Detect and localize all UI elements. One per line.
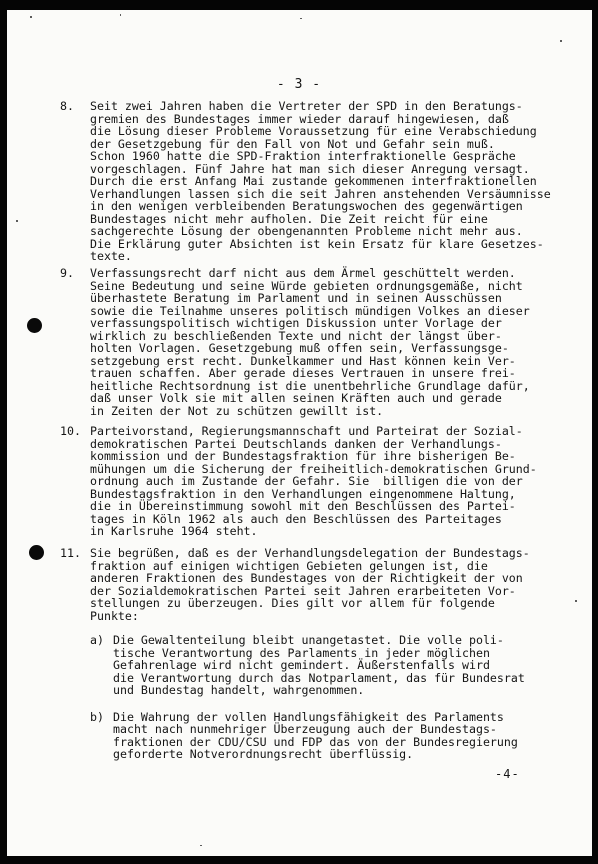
text-line: fraktion auf einigen wichtigen Gebieten gelungen ist, die	[90, 558, 488, 573]
text-line: Parteivorstand, Regierungsmannschaft und Parteirat der Sozial-	[90, 424, 523, 438]
text-line: Verhandlungen lassen sich die seit Jahren anstehenden Versäumnisse	[90, 186, 551, 201]
scan-border-left	[0, 0, 7, 864]
punch-hole	[27, 318, 42, 333]
punch-hole	[29, 545, 44, 560]
text-line: gremien des Bundestages immer wieder darauf hingewiesen, daß	[90, 111, 509, 126]
text-line: Verfassungsrecht darf nicht aus dem Ärmel geschüttelt werden.	[90, 266, 516, 280]
scan-border-bottom	[0, 856, 598, 864]
section-11	[60, 547, 530, 761]
scan-speck	[120, 14, 121, 16]
scan-speck	[300, 18, 302, 19]
text-line: wirklich zu beschließenden Texte und nicht der längst über-	[90, 328, 502, 343]
scan-border-right	[592, 0, 598, 864]
subitem-b	[90, 711, 530, 761]
section-text	[90, 267, 530, 417]
section-number: 11.	[60, 546, 81, 560]
scan-speck	[560, 40, 562, 42]
text-line: die Lösung dieser Probleme Voraussetzung für eine Verabschiedung	[90, 124, 537, 138]
text-line: macht nach nunmehriger Überzeugung auch der Bundestags-	[113, 722, 497, 736]
text-line: Schon 1960 hatte die SPD-Fraktion interfraktionelle Gespräche	[90, 149, 516, 163]
text-line: und Bundestag handelt, wahrgenommen.	[113, 683, 365, 697]
text-line: Punkte:	[90, 608, 139, 623]
section-10	[60, 424, 537, 538]
next-page-marker: -4-	[495, 767, 520, 781]
section-8	[60, 99, 551, 263]
text-line: der Gesetzgebung für den Fall von Not und Gefahr sein muß.	[90, 136, 495, 151]
text-line: trauen schaffen. Aber gerade dieses Vertrauen in unsere frei-	[90, 366, 516, 380]
text-line: setzgebung erst recht. Dunkelkammer und Hast können kein Ver-	[90, 353, 516, 368]
page-number: - 3 -	[276, 77, 322, 92]
text-line: die in Übereinstimmung sowohl mit den Beschlüssen des Partei-	[90, 499, 516, 513]
scan-speck	[200, 845, 202, 846]
section-text	[90, 424, 537, 538]
text-line: tages in Köln 1962 als auch den Beschlüssen des Parteitages	[90, 511, 502, 526]
text-line: Durch die erst Anfang Mai zustande gekommenen interfraktionellen	[90, 174, 537, 188]
text-line: Die Erklärung guter Absichten ist kein Ersatz für klare Gesetzes-	[90, 236, 544, 251]
scan-speck	[16, 220, 18, 222]
text-line: der Sozialdemokratischen Partei seit Jahren erarbeiteten Vor-	[90, 583, 516, 598]
text-line: kommission und der Bundestagsfraktion für ihre bisherigen Be-	[90, 449, 516, 463]
subitem-label: a)	[90, 633, 104, 647]
text-line: stellungen zu überzeugen. Dies gilt vor allem für folgende	[90, 596, 495, 610]
text-line: anderen Fraktionen des Bundestages von der Richtigkeit der von	[90, 571, 523, 585]
text-line: Seit zwei Jahren haben die Vertreter der SPD in den Beratungs-	[90, 99, 523, 113]
text-line: Sie begrüßen, daß es der Verhandlungsdelegation der Bundestags-	[90, 546, 530, 560]
subitem-text	[113, 634, 530, 697]
section-number: 9.	[60, 266, 74, 280]
section-text	[90, 547, 530, 761]
text-line: sachgerechte Lösung der obengenannten Probleme nicht mehr aus.	[90, 224, 523, 238]
text-line: Die Gewaltenteilung bleibt unangetastet. Die volle poli-	[113, 633, 504, 647]
text-line: Bundestages nicht mehr aufholen. Die Zeit reicht für eine	[90, 211, 488, 226]
text-line: vorgeschlagen. Fünf Jahre hat man sich dieser Anregung versagt.	[90, 161, 530, 176]
section-text	[90, 99, 551, 263]
subitem-label: b)	[90, 709, 104, 724]
text-line: fraktionen der CDU/CSU und FDP das von der Bundesregierung	[113, 734, 518, 749]
scan-speck	[575, 600, 577, 602]
subitem-a	[90, 634, 530, 697]
text-line: tische Verantwortung des Parlaments in jeder möglichen	[113, 645, 490, 660]
text-line: in Zeiten der Not zu schützen gewillt ist.	[90, 403, 384, 418]
text-line: demokratischen Partei Deutschlands danken der Verhandlungs-	[90, 436, 502, 451]
text-line: daß unser Volk sie mit allen seinen Kräften auch und gerade	[90, 391, 502, 405]
text-line: überhastete Beratung im Parlament und in seinen Ausschüssen	[90, 291, 502, 305]
subitem-text	[113, 711, 530, 761]
text-line: mühungen um die Sicherung der freiheitlich-demokratischen Grund-	[90, 461, 537, 476]
text-line: holten Vorlagen. Gesetzgebung muß offen sein, Verfassungsge-	[90, 341, 509, 355]
scan-border-top	[0, 0, 598, 10]
text-line: Seine Bedeutung und seine Würde gebieten ordnungsgemäße, nicht	[90, 278, 523, 293]
text-line: Die Wahrung der vollen Handlungsfähigkeit des Parlaments	[113, 709, 504, 724]
text-line: texte.	[90, 249, 132, 263]
section-number: 10.	[60, 424, 81, 438]
text-line: verfassungspolitisch wichtigen Diskussion unter Vorlage der	[90, 316, 502, 330]
text-line: heitliche Rechtsordnung ist die unentbehrliche Grundlage dafür,	[90, 378, 530, 393]
text-line: in Karlsruhe 1964 steht.	[90, 524, 258, 538]
text-line: geforderte Notverordnungsrecht überflüssig.	[113, 747, 414, 761]
text-line: in den wenigen verbleibenden Beratungswochen des gegenwärtigen	[90, 199, 523, 213]
text-line: Bundestagsfraktion in den Verhandlungen eingenommene Haltung,	[90, 486, 516, 501]
text-line: sowie die Teilnahme unseres politisch mündigen Volkes an dieser	[90, 303, 530, 318]
section-number: 8.	[60, 99, 74, 113]
text-line: ordnung auch im Zustande der Gefahr. Sie billigen die von der	[90, 474, 523, 488]
section-9	[60, 267, 530, 417]
text-line: die Verantwortung durch das Notparlament, das für Bundesrat	[113, 670, 525, 685]
scan-speck	[30, 16, 32, 18]
text-line: Gefahrenlage wird nicht gemindert. Äußerstenfalls wird	[113, 658, 490, 672]
